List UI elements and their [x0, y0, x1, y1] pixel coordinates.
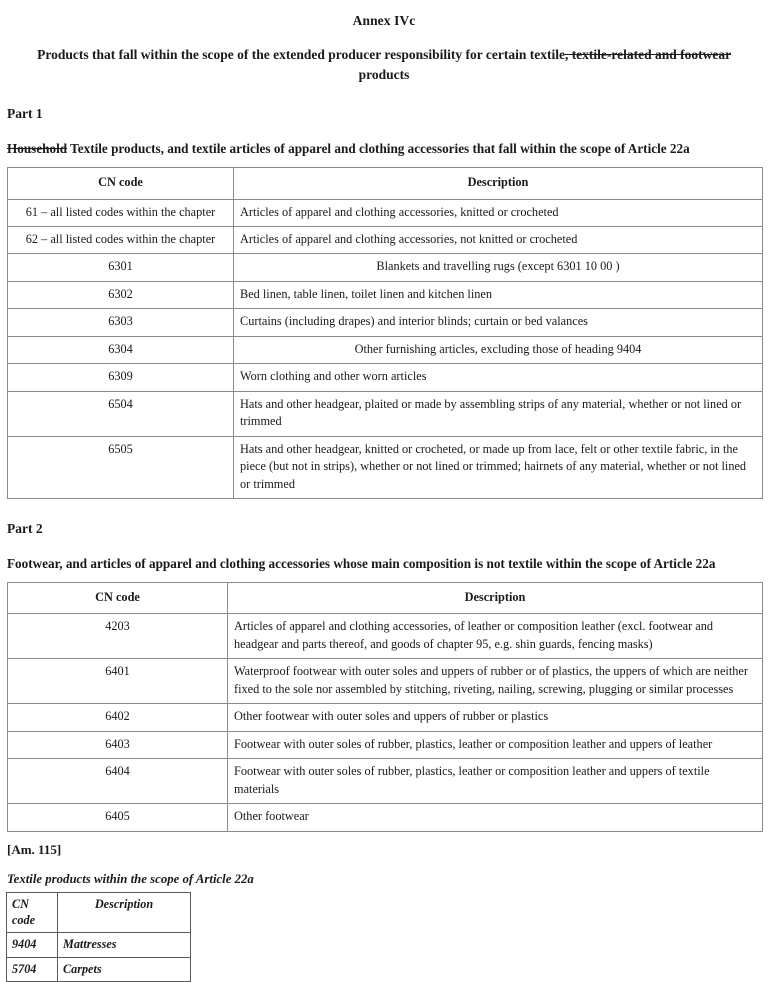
column-header-cn-code: CN code — [8, 168, 234, 199]
subtitle-struck-text: , textile-related and footwear — [564, 47, 731, 62]
table-row — [8, 659, 763, 704]
cell-cn-code: 6303 — [8, 309, 234, 336]
cell-cn-code: 5704 — [7, 957, 58, 981]
table-row — [8, 309, 763, 336]
cell-cn-code: 4203 — [8, 614, 228, 659]
cell-cn-code: 62 – all listed codes within the chapter — [8, 227, 234, 254]
cell-cn-code: 6401 — [8, 659, 228, 704]
cell-description: Blankets and travelling rugs (except 6301 10 00 ) — [234, 254, 763, 281]
cell-cn-code: 6402 — [8, 704, 228, 731]
cell-description: Bed linen, table linen, toilet linen and kitchen linen — [234, 281, 763, 308]
cell-cn-code: 6302 — [8, 281, 234, 308]
cell-description: Mattresses — [58, 933, 191, 957]
cell-description: Articles of apparel and clothing accessories, of leather or composition leather (excl. footwear and headgear and parts thereof, and goods of chapter 95, e.g. shin guards, fencing masks) — [228, 614, 763, 659]
table-row — [8, 731, 763, 758]
table-row — [8, 227, 763, 254]
table-row — [8, 336, 763, 363]
part2-table-body — [8, 614, 763, 831]
annex-title: Annex IVc — [352, 13, 416, 28]
cell-description: Other furnishing articles, excluding those of heading 9404 — [234, 336, 763, 363]
part2-table — [7, 582, 763, 832]
cell-description: Curtains (including drapes) and interior blinds; curtain or bed valances — [234, 309, 763, 336]
cell-cn-code: 9404 — [7, 933, 58, 957]
column-header-description: Description — [58, 892, 191, 933]
part1-struck-word: Household — [7, 141, 68, 157]
amendment-table — [6, 892, 191, 982]
document-subtitle — [34, 45, 734, 84]
table-header-row — [8, 168, 763, 199]
cell-cn-code: 61 – all listed codes within the chapter — [8, 199, 234, 226]
column-header-cn-code: CN code — [8, 583, 228, 614]
table-row — [8, 391, 763, 436]
table-row — [8, 804, 763, 831]
part2-heading: Part 2 — [7, 521, 43, 537]
column-header-description: Description — [228, 583, 763, 614]
table-row — [8, 254, 763, 281]
cell-cn-code: 6504 — [8, 391, 234, 436]
cell-description: Hats and other headgear, plaited or made by assembling strips of any material, whether or not lined or trimmed — [234, 391, 763, 436]
table-row — [8, 436, 763, 498]
table-row — [8, 614, 763, 659]
document-page — [0, 13, 768, 976]
cell-description: Hats and other headgear, knitted or crocheted, or made up from lace, felt or other textile fabric, in the piece (but not in strips), whether or not lined or trimmed; hairnets of any material, whether or not lined or trimmed — [234, 436, 763, 498]
table-header-row — [7, 892, 191, 933]
cell-description: Worn clothing and other worn articles — [234, 364, 763, 391]
cell-description: Waterproof footwear with outer soles and uppers of rubber or of plastics, the uppers of which are neither fixed to the sole nor assembled by stitching, riveting, nailing, screwing, plugging or similar processes — [228, 659, 763, 704]
subtitle-text-after: products — [358, 66, 410, 82]
column-header-description: Description — [234, 168, 763, 199]
amendment-table-body — [7, 933, 191, 982]
table-row — [7, 933, 191, 957]
cell-description: Footwear with outer soles of rubber, plastics, leather or composition leather and uppers of textile materials — [228, 759, 763, 804]
subtitle-text-before: Products that fall within the scope of the extended producer responsibility for certain textile — [37, 47, 565, 62]
cell-description: Footwear with outer soles of rubber, plastics, leather or composition leather and uppers of leather — [228, 731, 763, 758]
table-row — [8, 759, 763, 804]
cell-cn-code: 6405 — [8, 804, 228, 831]
cell-cn-code: 6301 — [8, 254, 234, 281]
cell-cn-code: 6403 — [8, 731, 228, 758]
cell-cn-code: 6505 — [8, 436, 234, 498]
table-row — [8, 281, 763, 308]
table-row — [7, 957, 191, 981]
column-header-cn-code: CN code — [7, 892, 58, 933]
part1-section-text: Textile products, and textile articles of apparel and clothing accessories that fall within the scope of Article 22a — [67, 141, 690, 157]
part1-table-body — [8, 199, 763, 498]
cell-description: Other footwear with outer soles and uppers of rubber or plastics — [228, 704, 763, 731]
cell-description: Other footwear — [228, 804, 763, 831]
cell-description: Articles of apparel and clothing accessories, not knitted or crocheted — [234, 227, 763, 254]
table-row — [8, 364, 763, 391]
table-header-row — [8, 583, 763, 614]
amendment-note: [Am. 115] — [7, 841, 62, 857]
cell-cn-code: 6304 — [8, 336, 234, 363]
cell-description: Articles of apparel and clothing accessories, knitted or crocheted — [234, 199, 763, 226]
part1-heading: Part 1 — [7, 106, 43, 122]
part1-section-heading — [7, 141, 768, 157]
part2-section-heading: Footwear, and articles of apparel and clothing accessories whose main composition is not textile within the scope of Article 22a — [7, 556, 716, 572]
cell-cn-code: 6404 — [8, 759, 228, 804]
cell-cn-code: 6309 — [8, 364, 234, 391]
part1-table — [7, 167, 763, 499]
table-row — [8, 199, 763, 226]
table-row — [8, 704, 763, 731]
amendment-heading: Textile products within the scope of Article 22a — [7, 871, 254, 886]
cell-description: Carpets — [58, 957, 191, 981]
